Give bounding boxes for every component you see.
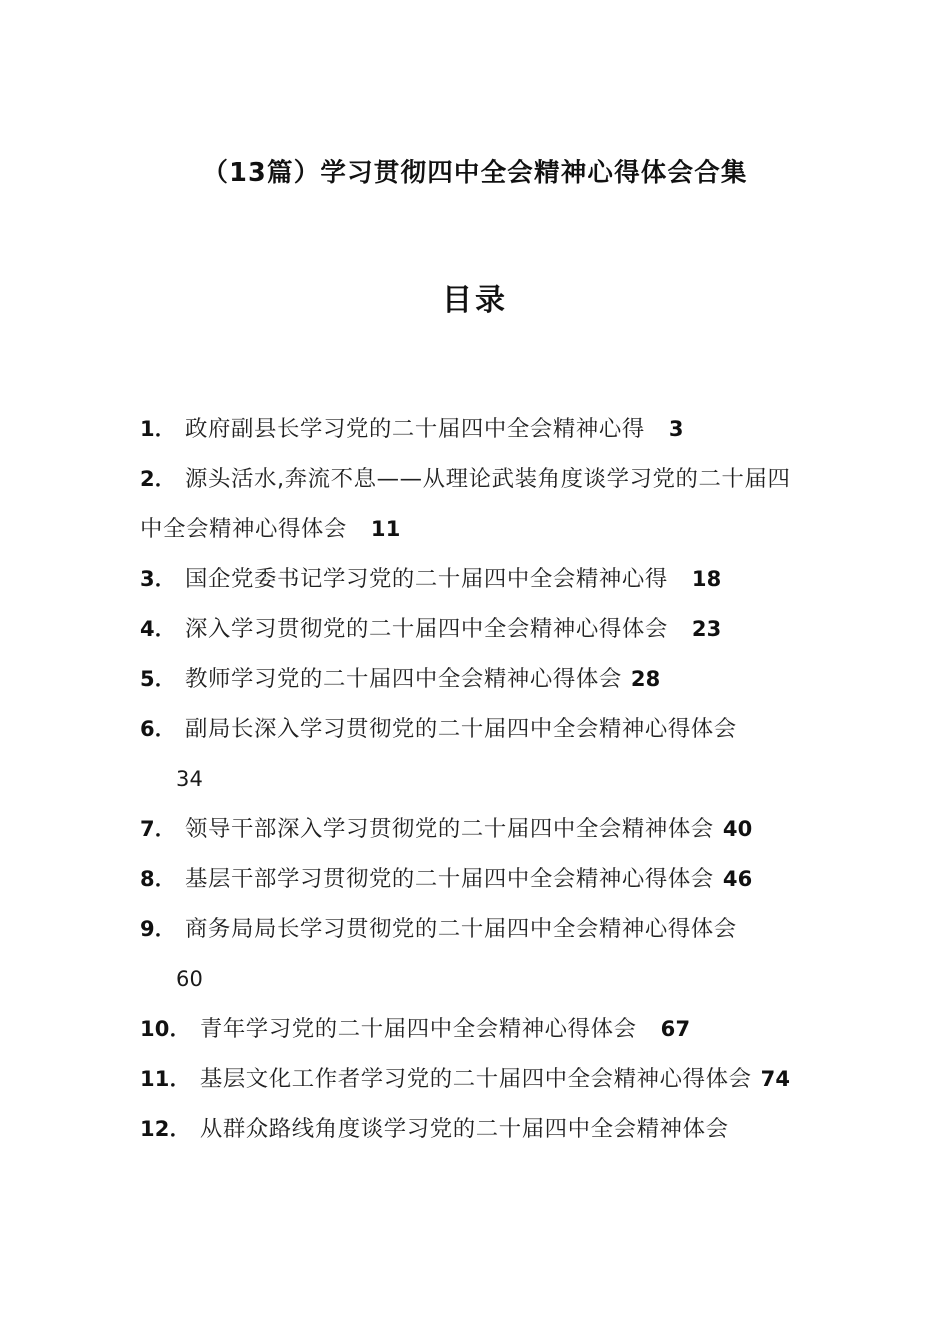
toc-entry-title: 领导干部深入学习贯彻党的二十届四中全会精神体会 — [185, 816, 714, 842]
toc-entry-page-wrapped — [140, 954, 812, 1004]
toc-entry[interactable] — [140, 804, 812, 854]
toc-entry-page: 60 — [176, 967, 204, 991]
toc-entry-number: 10． — [140, 1017, 191, 1041]
toc-entry-title: 源头活水,奔流不息——从理论武装角度谈学习党的二十届四中全会精神心得体会 — [140, 466, 791, 542]
toc-entry-page-wrapped — [140, 754, 812, 804]
toc-entry-title: 副局长深入学习贯彻党的二十届四中全会精神心得体会 — [185, 716, 737, 742]
toc-entry[interactable] — [140, 454, 812, 554]
toc-entry-title: 政府副县长学习党的二十届四中全会精神心得 — [185, 416, 645, 442]
toc-entry[interactable] — [140, 554, 812, 604]
toc-entry[interactable] — [140, 1054, 812, 1104]
toc-entry-page: 74 — [760, 1067, 791, 1091]
toc-entry-title: 青年学习党的二十届四中全会精神心得体会 — [199, 1016, 637, 1042]
toc-entry-page: 11 — [370, 517, 401, 541]
toc-entry-page: 3 — [668, 417, 684, 441]
page-title: （13篇）学习贯彻四中全会精神心得体会合集 — [202, 158, 748, 188]
toc-entry-page: 46 — [722, 867, 753, 891]
toc-list — [140, 404, 812, 1154]
toc-entry-page: 28 — [630, 667, 661, 691]
toc-entry-number: 11． — [140, 1067, 191, 1091]
toc-entry-page: 34 — [176, 767, 204, 791]
toc-entry[interactable] — [140, 604, 812, 654]
toc-entry-number: 8． — [140, 867, 177, 891]
toc-entry-title: 教师学习党的二十届四中全会精神心得体会 — [185, 666, 622, 692]
toc-entry[interactable] — [140, 854, 812, 904]
toc-entry-title: 从群众路线角度谈学习党的二十届四中全会精神体会 — [199, 1116, 729, 1142]
toc-entry-number: 3． — [140, 567, 177, 591]
toc-entry-number: 4． — [140, 617, 177, 641]
toc-entry[interactable] — [140, 904, 812, 1004]
toc-entry-page: 18 — [691, 567, 722, 591]
toc-entry-number: 7． — [140, 817, 177, 841]
toc-entry-page: 67 — [660, 1017, 691, 1041]
toc-entry-number: 12． — [140, 1117, 191, 1141]
toc-entry-title: 深入学习贯彻党的二十届四中全会精神心得体会 — [185, 616, 668, 642]
toc-entry-number: 9． — [140, 917, 177, 941]
toc-heading: 目录 — [442, 283, 508, 318]
toc-entry-number: 5． — [140, 667, 177, 691]
toc-entry[interactable] — [140, 1104, 812, 1154]
toc-entry-page: 40 — [722, 817, 753, 841]
toc-entry-title: 基层文化工作者学习党的二十届四中全会精神心得体会 — [199, 1066, 752, 1092]
toc-entry-title: 基层干部学习贯彻党的二十届四中全会精神心得体会 — [185, 866, 714, 892]
toc-entry[interactable] — [140, 404, 812, 454]
toc-entry[interactable] — [140, 704, 812, 804]
toc-entry-number: 6． — [140, 717, 177, 741]
toc-entry-page: 23 — [691, 617, 722, 641]
toc-entry[interactable] — [140, 1004, 812, 1054]
toc-entry-number: 1． — [140, 417, 177, 441]
toc-entry-number: 2． — [140, 467, 177, 491]
toc-entry[interactable] — [140, 654, 812, 704]
toc-entry-title: 国企党委书记学习党的二十届四中全会精神心得 — [185, 566, 668, 592]
toc-entry-title: 商务局局长学习贯彻党的二十届四中全会精神心得体会 — [185, 916, 737, 942]
